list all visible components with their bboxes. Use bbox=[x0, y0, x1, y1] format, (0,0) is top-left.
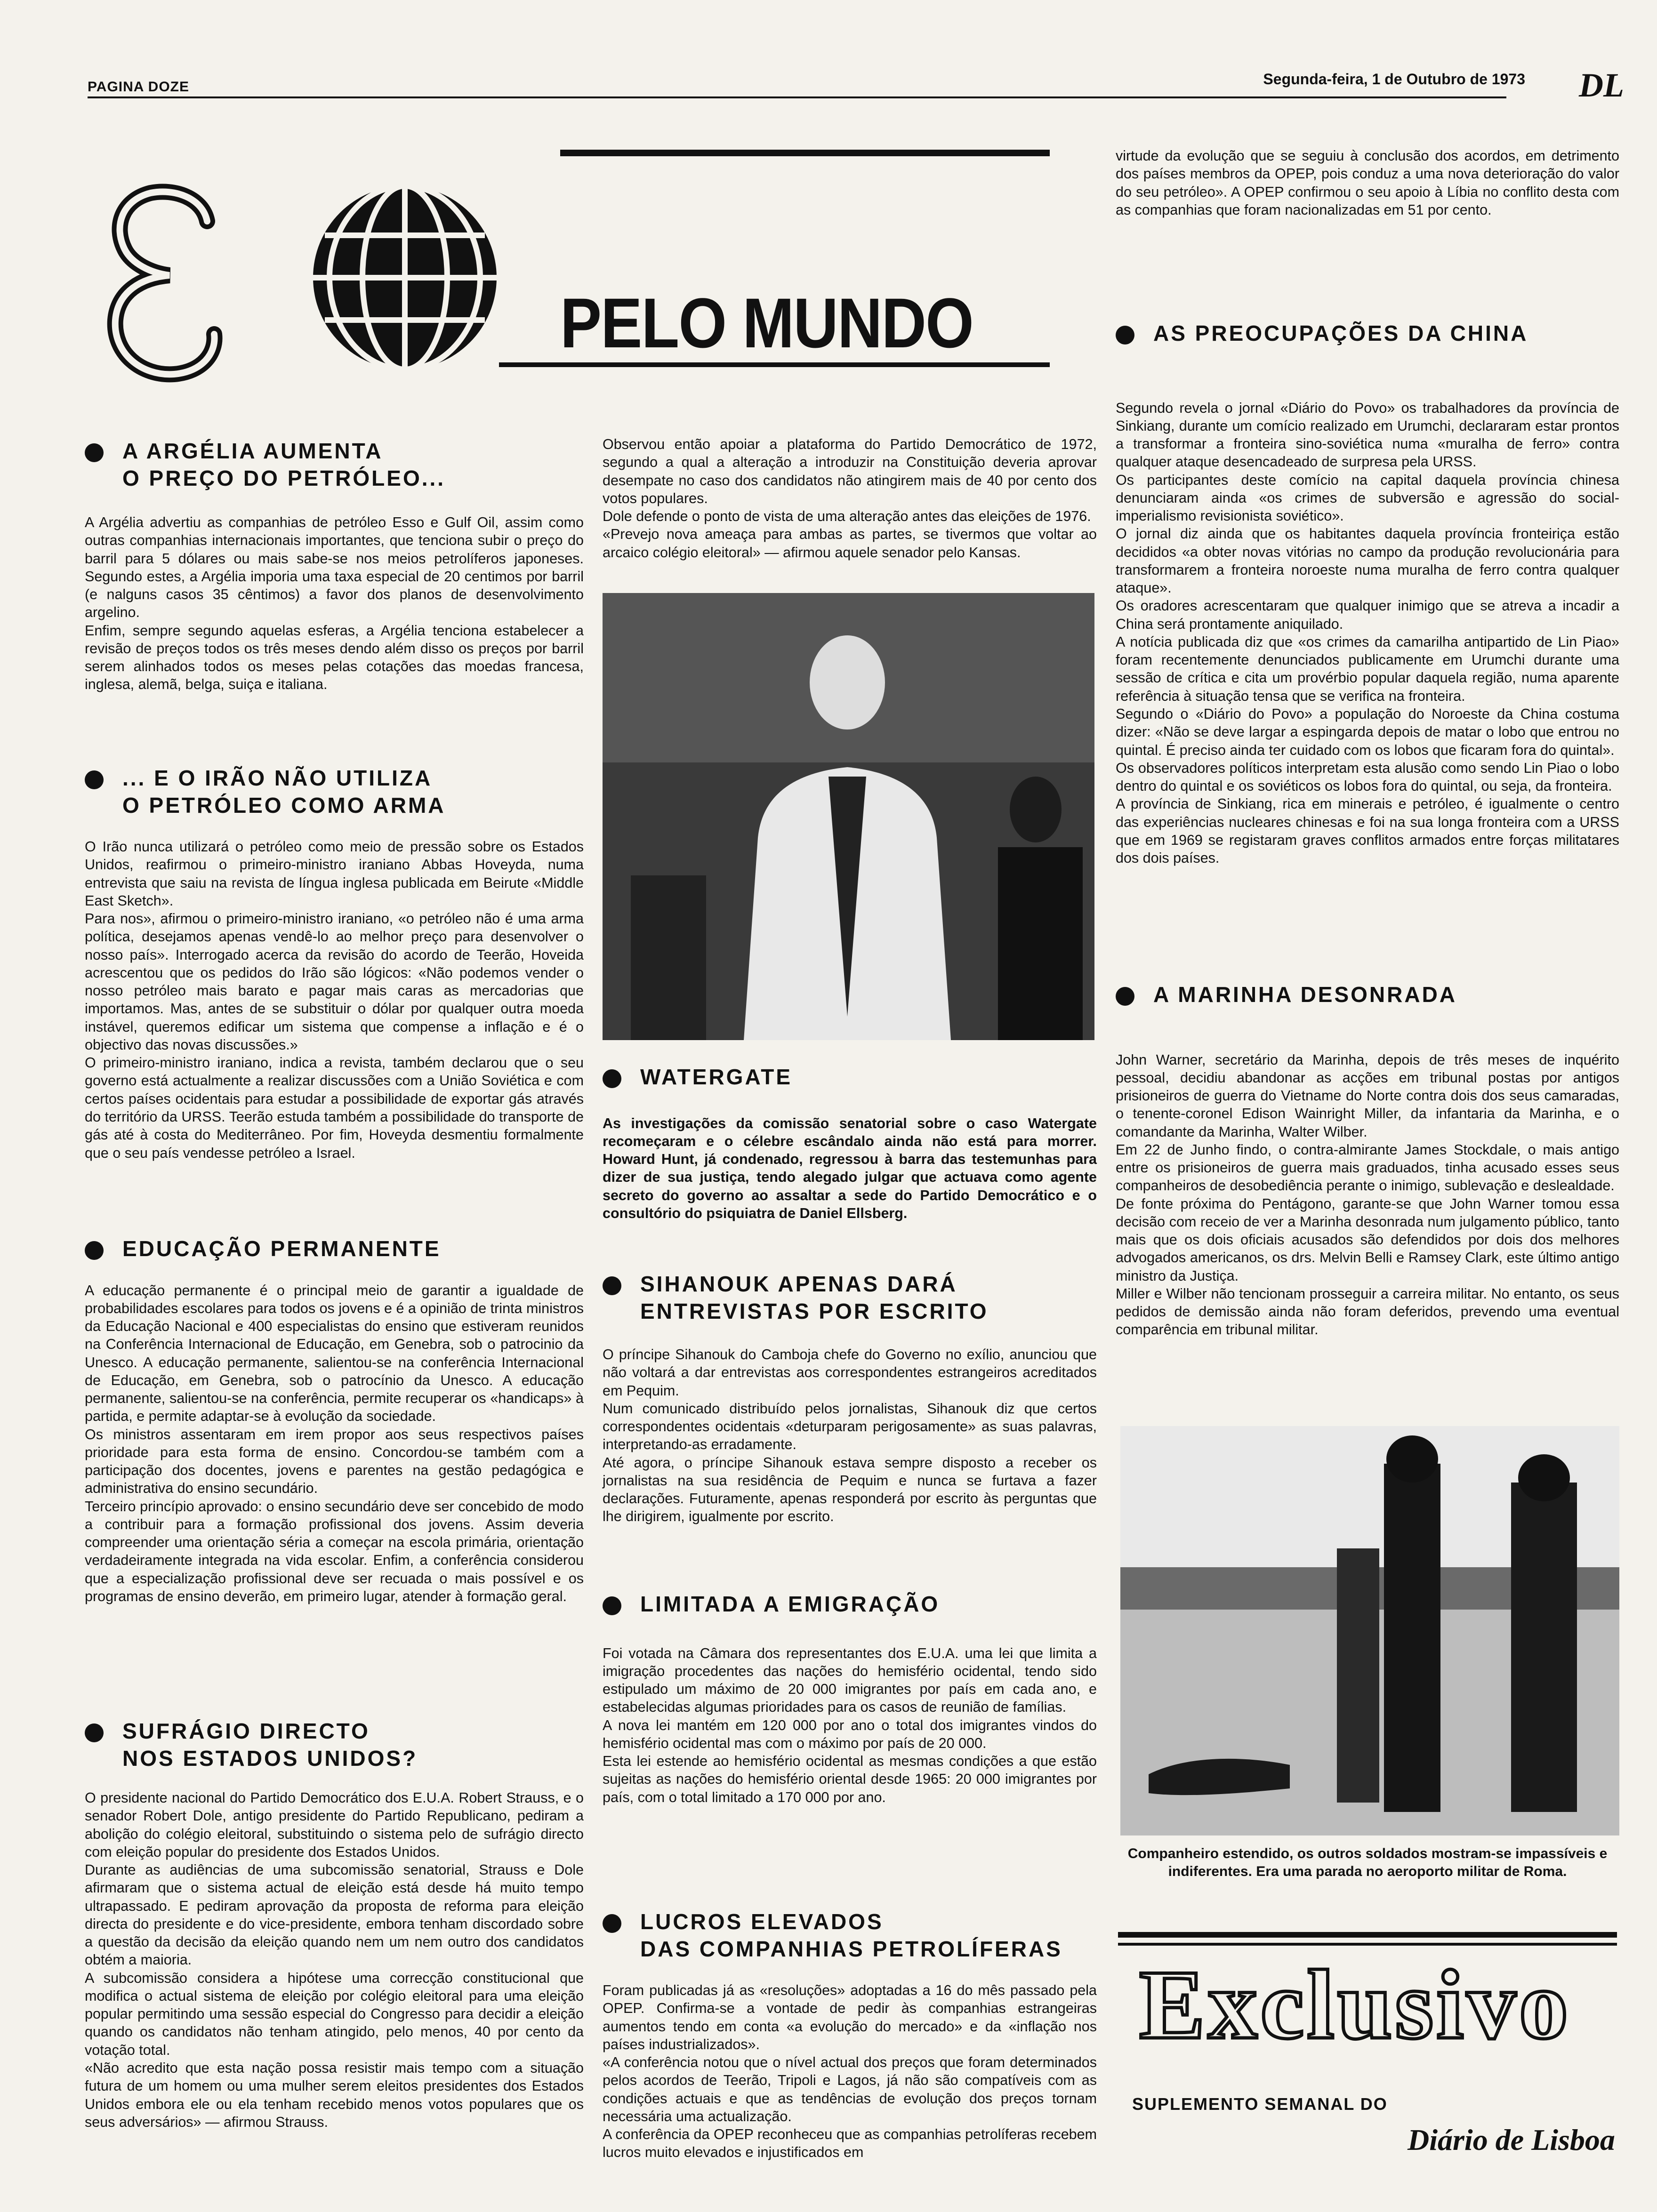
section-logo-e bbox=[89, 179, 231, 386]
article-marinha bbox=[1116, 981, 1619, 1339]
headline: SUFRÁGIO DIRECTO NOS ESTADOS UNIDOS? bbox=[122, 1719, 418, 1771]
bullet-icon bbox=[603, 1914, 621, 1933]
article-educacao bbox=[85, 1235, 584, 1605]
banner-rule-1 bbox=[1118, 1932, 1617, 1938]
article-body: Segundo revela o jornal «Diário do Povo» os trabalhadores da província de Sinkiang, durante um comício realizado em Urumchi, declararam estar prontos a transformar a fronteira sino-soviética numa «muralha de ferro» contra qualquer ataque desencadeado de surpresa pela URSS. Os participantes deste comício na capital daquela província chinesa denunciaram ainda «os crimes de subversão e agressão do social-imperialismo revisionista soviético». O jornal diz ainda que os habitantes daquela província fronteiriça estão decididos «a obter novas vitórias no campo da produção revolucionária para transformarem a fronteira noroeste numa muralha de ferro contra qualquer ataque». Os oradores acrescentaram que qualquer inimigo que se atreva a incadir a China será prontamente aniquilado. A notícia publicada diz que «os crimes da camarilha antipartido de Lin Piao» foram recentemente denunciados publicamente em Urumchi durante uma sessão de crítica e cita um provérbio popular daquela região, numa aparente referência à situação tensa que se verifica na fronteira. Segundo o «Diário do Povo» a população do Noroeste da China costuma dizer: «Não se deve largar a espingarda depois de matar o lobo que entrou no quintal. É preciso ainda ter cuidado com os lobos que ficaram fora do quintal». Os observadores políticos interpretam esta alusão como sendo Lin Piao o lobo dentro do quintal e os soviéticos os lobos fora do quintal, ou seja, da fronteira. A província de Sinkiang, rica em minerais e petróleo, é igualmente o centro das experiências nucleares chinesas e foi na sua longa fronteira com a URSS que em 1969 se registaram graves conflitos armados entre forças militatares dos dois países. bbox=[1116, 400, 1619, 866]
article-sufragio-cont bbox=[603, 435, 1097, 561]
article-emigracao bbox=[603, 1591, 1097, 1806]
article-body: A Argélia advertiu as companhias de petróleo Esso e Gulf Oil, assim como outras companhias internacionais importantes, que tenciona subir o preço do barril para 5 dólares ou mais sabe-se nos meios petrolíferos japoneses. Segundo estes, a Argélia imporia uma taxa especial de 20 centimos por barril (e nalguns casos 35 cêntimos) a favor dos planos de desenvolvimento argelino. Enfim, sempre segundo aquelas esferas, a Argélia tenciona estabelecer a revisão de preços todos os três meses dendo além disso os preços por barril serem alinhados todos os meses pelas cotações das moedas francesa, inglesa, alemã, belga, suiça e italiana. bbox=[85, 514, 584, 693]
headline: LUCROS ELEVADOS DAS COMPANHIAS PETROLÍFERAS bbox=[640, 1909, 1062, 1961]
bullet-icon bbox=[85, 770, 104, 789]
newspaper-logo: DL bbox=[1579, 66, 1624, 104]
banner-rule-2 bbox=[1118, 1943, 1617, 1946]
article-watergate bbox=[603, 1064, 1097, 1222]
article-china bbox=[1116, 320, 1619, 867]
article-body: O príncipe Sihanouk do Camboja chefe do Governo no exílio, anunciou que não voltará a dar entrevistas aos correspondentes estrangeiros acreditados em Pequim. Num comunicado distribuído pelos jornalistas, Sihanouk diz que certos correspondentes ocidentais «deturparam perigosamente» as suas palavras, interpretando-as erradamente. Até agora, o príncipe Sihanouk estava sempre disposto a receber os jornalistas na sua residência de Pequim e nunca se furtava a fazer declarações. Futuramente, apenas responderá por escrito às perguntas que lhe dirigirem, igualmente por escrito. bbox=[603, 1346, 1097, 1525]
article-body: O Irão nunca utilizará o petróleo como meio de pressão sobre os Estados Unidos, reafirmou o primeiro-ministro iraniano Abbas Hoveyda, numa entrevista que saiu na revista de língua inglesa publicada em Beirute «Middle East Sketch». Para nos», afirmou o primeiro-ministro iraniano, «o petróleo não é uma arma política, desejamos apenas vendê-lo ao melhor preço para desenvolver o nosso país». Interrogado acerca da revisão do acordo de Teerão, Hoveida acrescentou que os pedidos do Irão são lógicos: «Não podemos vender o nosso petróleo mais barato e pagar mais caras as mercadorias que importamos. Mas, antes de se substituir o dólar por qualquer outra moeda instável, queremos edificar um sistema que compense a inflação e é o objectivo das novas discussões.» O primeiro-ministro iraniano, indica a revista, também declarou que o seu governo está actualmente a realizar discussões com a União Soviética e com certos países ocidentais para estudar a possibilidade de exportar gás através do território da URSS. Teerão estuda também a possibilidade do transporte de gás até à costa do Mediterrâneo. Por fim, Hoveyda desmentiu formalmente que o seu país vendesse petróleo a Israel. bbox=[85, 839, 584, 1161]
article-body: John Warner, secretário da Marinha, depois de três meses de inquérito pessoal, decidiu abandonar as acções em tribunal postas por antigos prisioneiros de guerra do Vietname do Norte contra dois dos seus camaradas, o tenente-coronel Edison Wainright Miller, da infantaria da Marinha, e o comandante da Marinha, Walter Wilber. Em 22 de Junho findo, o contra-almirante James Stockdale, o mais antigo entre os prisioneiros de guerra mais graduados, tinha acusado esses seus companheiros de desobediência perante o inimigo, sublevação e deslealdade. De fonte próxima do Pentágono, garante-se que John Warner tomou essa decisão com receio de ver a Marinha desonrada num julgamento público, tanto mais que os dois oficiais acusados são defendidos por dois dos melhores advogados americanos, os drs. Melvin Belli e Ramsey Clark, este último antigo ministro da Justiça. Miller e Wilber não tencionam prosseguir a carreira militar. No entanto, os seus pedidos de demissão ainda não foram deferidos, prevendo uma eventual comparência em tribunal militar. bbox=[1116, 1051, 1619, 1338]
banner-title: Exclusivo bbox=[1139, 1950, 1571, 2060]
article-body: virtude da evolução que se seguiu à conclusão dos acordos, em detrimento dos países membros da OPEP, pois conduz a uma nova deterioração do valor do seu petróleo». A OPEP confirmou o seu apoio à Líbia no conflito desta com as companhias que foram nacionalizadas em 51 por cento. bbox=[1116, 148, 1619, 218]
article-body: Foi votada na Câmara dos representantes dos E.U.A. uma lei que limita a imigração procedentes das nações do hemisfério ocidental, tendo sido estipulado um máximo de 20 000 imigrantes por país em cada ano, e estabelecidas algumas prioridades para os casos de reunião de famílias. A nova lei mantém em 120 000 por ano o total dos imigrantes vindos do hemisfério ocidental mas com o máximo por país de 20 000. Esta lei estende ao hemisfério ocidental as mesmas condições a que estão sujeitas as nações do hemisfério oriental desde 1965: 20 000 imigrantes por país, com o total limitado a 170 000 por ano. bbox=[603, 1645, 1097, 1805]
bullet-icon bbox=[603, 1596, 621, 1615]
bullet-icon bbox=[603, 1069, 621, 1088]
issue-date: Segunda-feira, 1 de Outubro de 1973 bbox=[1263, 71, 1525, 88]
title-rule-top bbox=[560, 150, 1050, 156]
headline: A ARGÉLIA AUMENTA O PREÇO DO PETRÓLEO... bbox=[122, 439, 446, 490]
bullet-icon bbox=[603, 1276, 621, 1295]
photo-caption: Companheiro estendido, os outros soldados mostram-se impassíveis e indiferentes. Era uma parada no aeroporto militar de Roma. bbox=[1127, 1846, 1608, 1879]
bullet-icon bbox=[85, 1723, 104, 1742]
article-lucros-cont bbox=[1116, 147, 1619, 219]
article-sufragio bbox=[85, 1718, 584, 2131]
article-body: Foram publicadas já as «resoluções» adoptadas a 16 do mês passado pela OPEP. Confirma-se a vontade de pedir às companhias estrangeiras aumentos tendo em conta «a evolução do mercado» e da «inflação nos países industrializados». «A conferência notou que o nível actual dos preços que foram determinados pelos acordos de Teerão, Tripoli e Lagos, já não são compatíveis com as condições actuais e que as tendências de evolução dos preços tornam necessária uma actualização. A conferência da OPEP reconheceu que as companhias petrolíferas recebem lucros muito elevados e injustificados em bbox=[603, 1982, 1097, 2161]
globe-icon bbox=[306, 174, 504, 381]
headline: SIHANOUK APENAS DARÁ ENTREVISTAS POR ESCRITO bbox=[640, 1272, 989, 1323]
header-rule bbox=[88, 96, 1506, 98]
article-irao bbox=[85, 765, 584, 1162]
article-body: O presidente nacional do Partido Democrático dos E.U.A. Robert Strauss, e o senador Robert Dole, antigo presidente do Partido Republicano, pediram a abolição do colégio eleitoral, substituindo o sistema pelo de sufrágio directo com eleição popular do presidente dos Estados Unidos. Durante as audiências de uma subcomissão senatorial, Strauss e Dole afirmaram que o sistema actual de eleição está desde há muito tempo ultrapassado. E pediram aprovação da proposta de reforma para eleição directa do presidente e do vice-presidente, embora tenham discordado sobre a questão da decisão da eleição quando nem um nem outro dos candidatos obtém a maioria. A subcomissão considera a hipótese uma correcção constitucional que modifica o actual sistema de eleição por colégio eleitoral para uma eleição popular permitindo uma sessão especial do Congresso para decidir a eleição quando os candidatos não tenham atingido, pelo menos, 40 por cento da votação total. «Não acredito que esta nação possa resistir mais tempo com a situação futura de um homem ou uma mulher serem eleitos presidentes dos Estados Unidos embora ele ou ela tenham recebido menos votos populares que os seus adversários» — afirmou Strauss. bbox=[85, 1790, 584, 2130]
headline: EDUCAÇÃO PERMANENTE bbox=[122, 1236, 441, 1261]
article-body: A educação permanente é o principal meio de garantir a igualdade de probabilidades escolares para todos os jovens e é a opinião de trinta ministros da Educação Nacional e 400 especialistas do ensino que estiveram reunidos na Conferência Internacional de Educação, em Genebra, sob o patrocinio da Unesco. A educação permanente, salientou-se na conferência Internacional de Educação, em Genebra, sob o patrocínio da Unesco. A educação permanente, salientou-se na conferência, permite recuperar os «handicaps» à partida, e permite adaptar-se à evolução da sociedade. Os ministros assentaram em irem propor aos seus respectivos países prioridade para esta forma de ensino. Concordou-se também com a participação dos docentes, jovens e parentes na gestão pedagógica e administrativa do ensino secundário. Terceiro princípio aprovado: o ensino secundário deve ser concebido de modo a contribuir para a formação profissional dos jovens. Assim deveria compreender uma orientação séria a começar na escola primária, orientação verdadeiramente integrada na vida escolar. Enfim, a conferência considerou que a especialização profissional deve ser recuada o mais possível e os programas de ensino deverão, em primeiro lugar, atender à formação geral. bbox=[85, 1282, 584, 1605]
article-body: Observou então apoiar a plataforma do Partido Democrático de 1972, segundo a qual a alteração a introduzir na Constituição deveria aprovar desempate no caso dos candidatos não atingirem mais de 40 por cento dos votos populares. Dole defende o ponto de vista de uma alteração antes das eleições de 1976. «Prevejo nova ameaça para ambas as partes, se tivermos que voltar ao arcaico colégio eleitoral» — afirmou aquele senador pelo Kansas. bbox=[603, 436, 1097, 561]
brand-logo: Diário de Lisboa bbox=[1408, 2123, 1615, 2156]
bullet-icon bbox=[85, 1241, 104, 1260]
photo-hunt bbox=[603, 593, 1094, 1040]
title-rule-bottom bbox=[499, 362, 1050, 367]
headline: AS PREOCUPAÇÕES DA CHINA bbox=[1153, 321, 1528, 345]
section-title: PELO MUNDO bbox=[560, 283, 973, 362]
bullet-icon bbox=[1116, 987, 1134, 1006]
banner-subtitle: SUPLEMENTO SEMANAL DO bbox=[1132, 2094, 1388, 2114]
bullet-icon bbox=[1116, 326, 1134, 345]
article-body: As investigações da comissão senatorial sobre o caso Watergate recomeçaram e o célebre escândalo ainda não está para morrer. Howard Hunt, já condenado, regressou à barra das testemunhas para dizer de sua justiça, tendo alegado julgar que actuava como agente secreto do governo ao assaltar a sede do Partido Democrático e o consultório do psiquiatra de Daniel Ellsberg. bbox=[603, 1115, 1097, 1221]
article-sihanouk bbox=[603, 1271, 1097, 1526]
article-lucros bbox=[603, 1908, 1097, 2162]
headline: WATERGATE bbox=[640, 1065, 793, 1089]
headline: A MARINHA DESONRADA bbox=[1153, 982, 1457, 1007]
headline: ... E O IRÃO NÃO UTILIZA O PETRÓLEO COMO ARMA bbox=[122, 766, 446, 817]
bullet-icon bbox=[85, 443, 104, 462]
photo-soldiers bbox=[1120, 1426, 1619, 1835]
article-argelia bbox=[85, 438, 584, 694]
page-label: PAGINA DOZE bbox=[88, 79, 190, 95]
headline: LIMITADA A EMIGRAÇÃO bbox=[640, 1592, 940, 1616]
